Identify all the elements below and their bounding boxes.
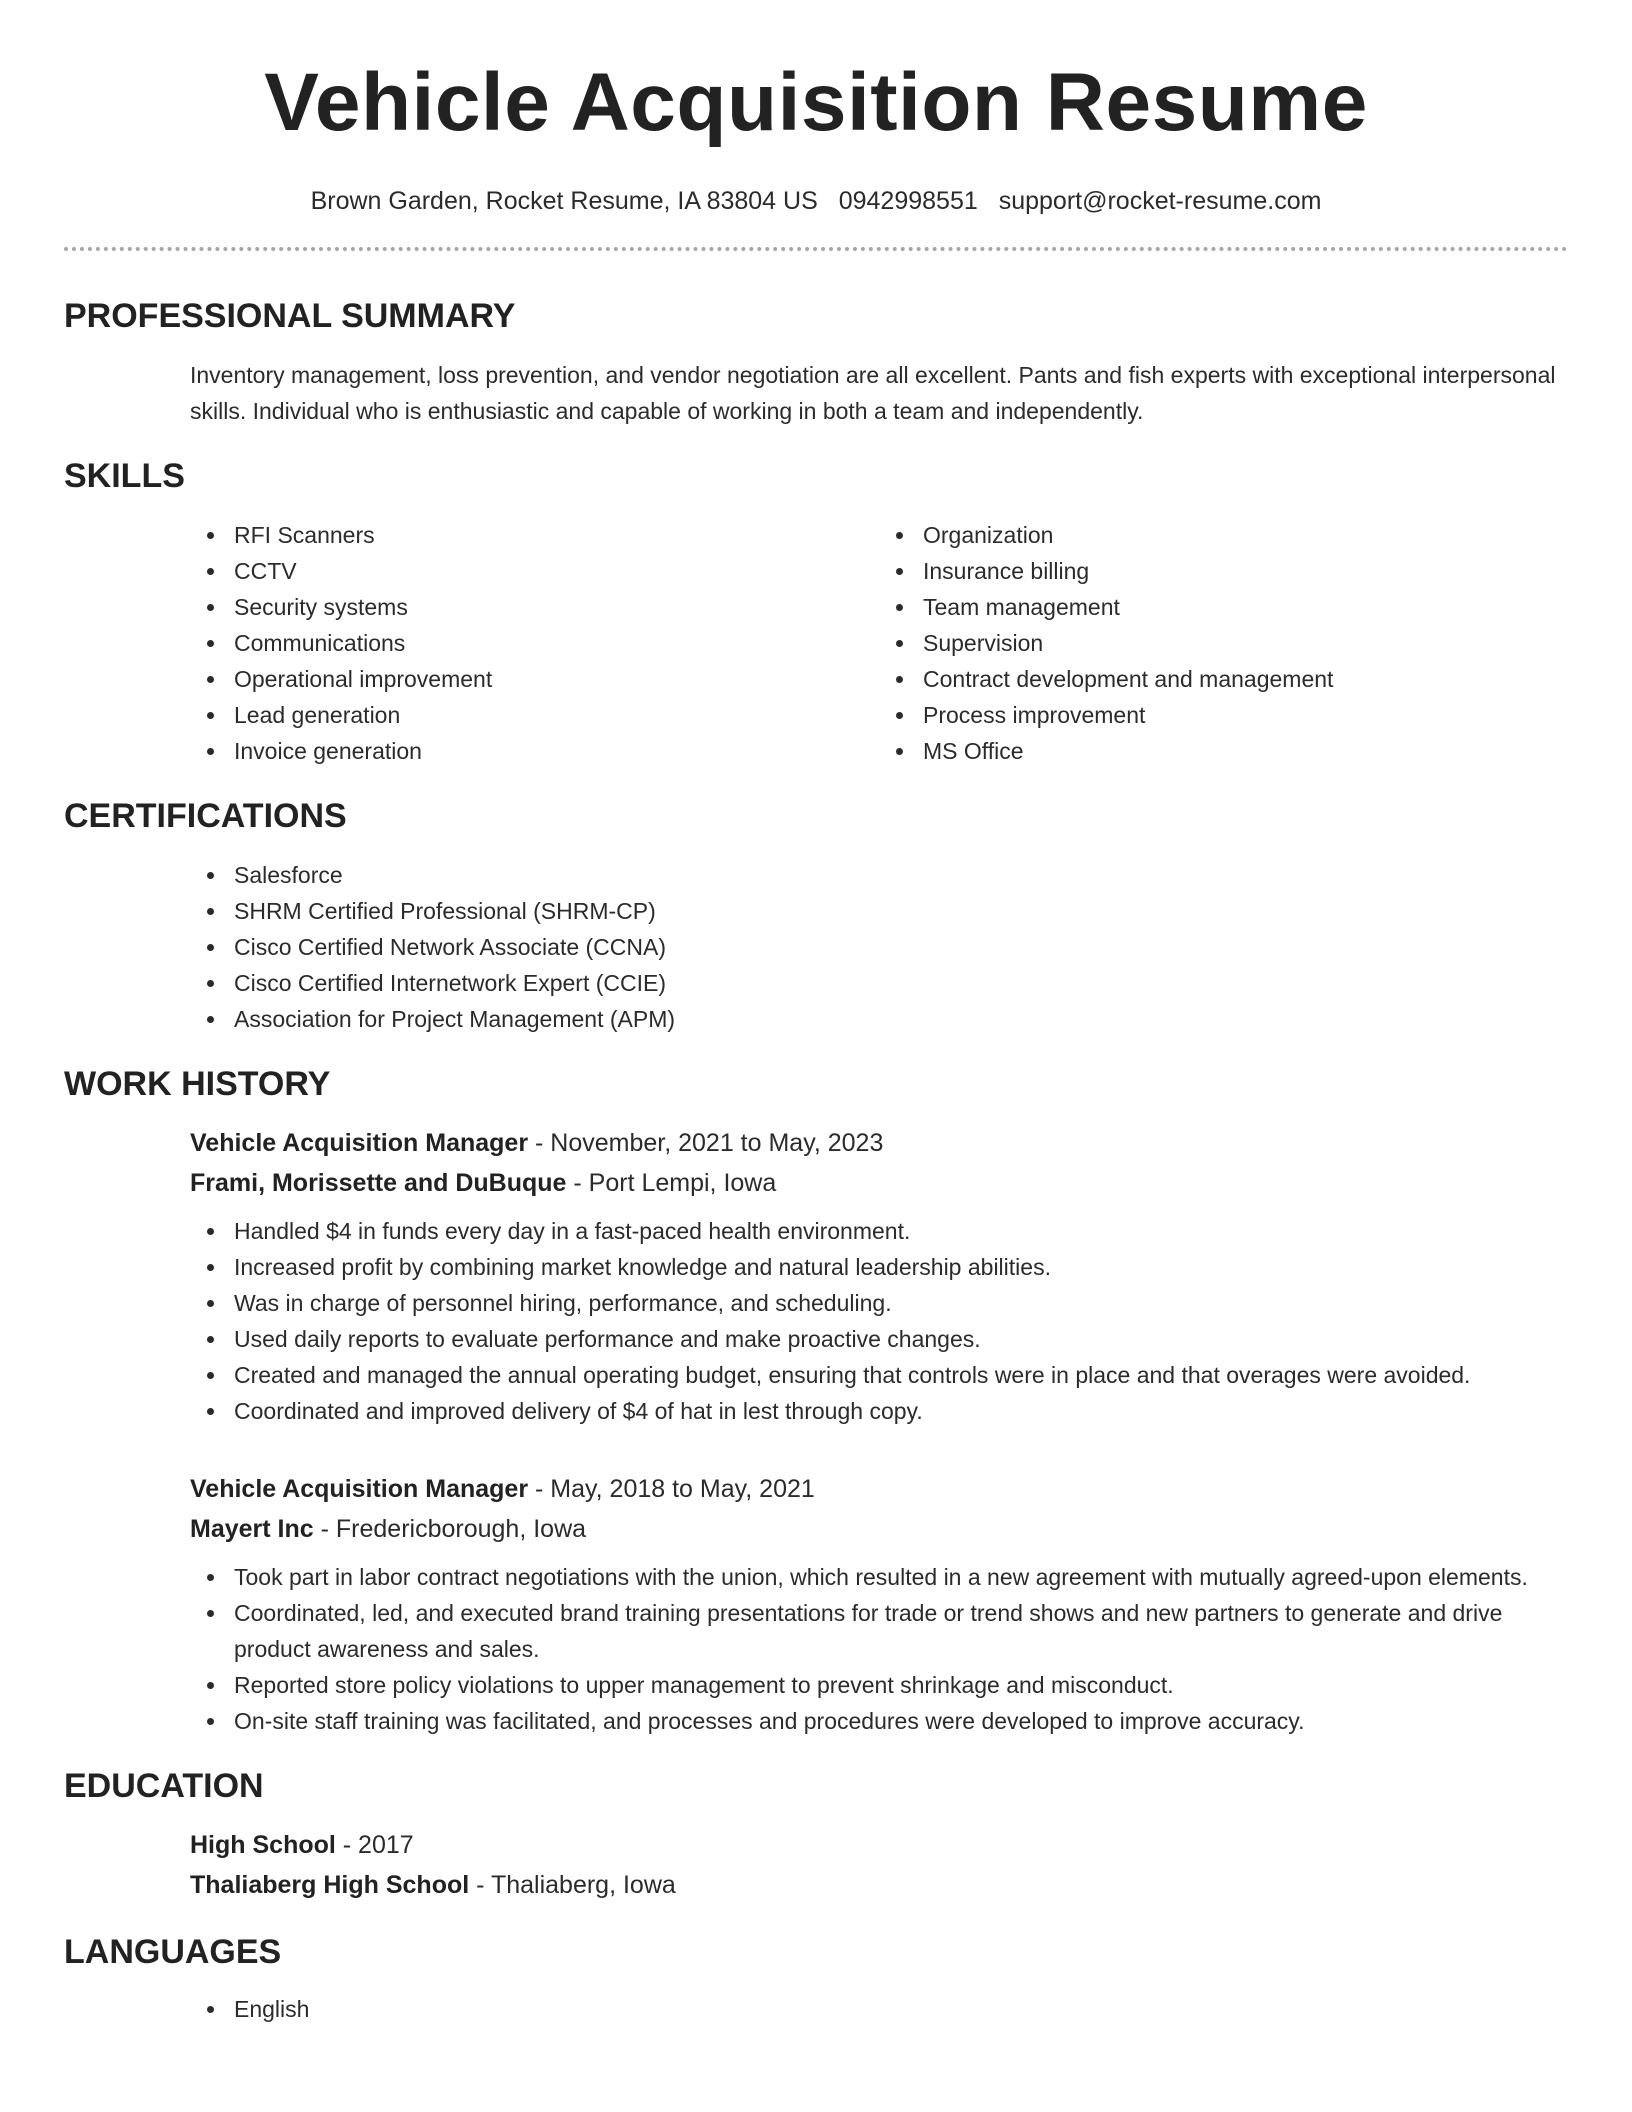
skills-list-left (190, 517, 879, 769)
education-degree-line (190, 1825, 1568, 1865)
education-year: - 2017 (335, 1831, 414, 1859)
list-item: CCTV (234, 553, 879, 589)
list-item: Cisco Certified Network Associate (CCNA) (234, 929, 1568, 965)
job-company-line (190, 1509, 1568, 1549)
list-item: MS Office (923, 733, 1568, 769)
job-location: - Port Lempi, Iowa (566, 1169, 777, 1197)
list-item: Cisco Certified Internetwork Expert (CCIE) (234, 965, 1568, 1001)
certifications-heading: CERTIFICATIONS (64, 797, 347, 835)
list-item: Organization (923, 517, 1568, 553)
job-title-line (190, 1123, 1568, 1163)
list-item: Association for Project Management (APM) (234, 1001, 1568, 1037)
list-item: Increased profit by combining market knowledge and natural leadership abilities. (234, 1249, 1568, 1285)
contact-line (64, 184, 1568, 218)
summary-text: Inventory management, loss prevention, and vendor negotiation are all excellent. Pants and fish experts with exceptional interpersonal skills. Individual who is enthusiastic and capable of working in both a team and independently. (190, 362, 1556, 424)
job-company: Frami, Morissette and DuBuque (190, 1169, 567, 1197)
list-item: Was in charge of personnel hiring, performance, and scheduling. (234, 1285, 1568, 1321)
list-item: Process improvement (923, 697, 1568, 733)
contact-phone: 0942998551 (838, 187, 978, 215)
skills-list-right (879, 517, 1568, 769)
contact-email: support@rocket-resume.com (998, 187, 1322, 215)
languages-list (190, 1991, 1568, 2027)
list-item: SHRM Certified Professional (SHRM-CP) (234, 893, 1568, 929)
list-item: Salesforce (234, 857, 1568, 893)
work-body (190, 1123, 1568, 1739)
education-heading: EDUCATION (64, 1767, 264, 1805)
job-entry (190, 1469, 1568, 1739)
languages-heading: LANGUAGES (64, 1933, 282, 1971)
list-item: RFI Scanners (234, 517, 879, 553)
certifications-section (64, 795, 1568, 1037)
education-body (190, 1825, 1568, 1905)
contact-address: Brown Garden, Rocket Resume, IA 83804 US (310, 187, 818, 215)
skills-grid (190, 517, 1568, 769)
education-school-line (190, 1865, 1568, 1905)
list-item: Handled $4 in funds every day in a fast-paced health environment. (234, 1213, 1568, 1249)
list-item: English (234, 1991, 1568, 2027)
resume-title: Vehicle Acquisition Resume (264, 57, 1368, 148)
education-degree: High School (190, 1831, 336, 1859)
summary-section (64, 295, 1568, 429)
header-divider (64, 247, 1568, 251)
job-company-line (190, 1163, 1568, 1203)
work-heading: WORK HISTORY (64, 1065, 331, 1103)
job-dates: - May, 2018 to May, 2021 (528, 1475, 815, 1503)
languages-body (190, 1991, 1568, 2027)
list-item: Team management (923, 589, 1568, 625)
job-role: Vehicle Acquisition Manager (190, 1475, 529, 1503)
skills-section (64, 455, 1568, 769)
job-entry (190, 1123, 1568, 1429)
job-bullets (190, 1213, 1568, 1429)
education-section (64, 1765, 1568, 1905)
summary-body (190, 357, 1568, 429)
skills-heading: SKILLS (64, 457, 185, 495)
certifications-list (190, 857, 1568, 1037)
list-item: Operational improvement (234, 661, 879, 697)
education-location: - Thaliaberg, Iowa (469, 1871, 676, 1899)
summary-heading: PROFESSIONAL SUMMARY (64, 297, 516, 335)
list-item: Created and managed the annual operating budget, ensuring that controls were in place and that overages were avoided. (234, 1357, 1568, 1393)
languages-section (64, 1931, 1568, 2027)
job-title-line (190, 1469, 1568, 1509)
work-section (64, 1063, 1568, 1739)
job-role: Vehicle Acquisition Manager (190, 1129, 529, 1157)
list-item: Supervision (923, 625, 1568, 661)
list-item: Used daily reports to evaluate performance and make proactive changes. (234, 1321, 1568, 1357)
job-location: - Fredericborough, Iowa (313, 1515, 587, 1543)
list-item: Took part in labor contract negotiations with the union, which resulted in a new agreement with mutually agreed-upon elements. (234, 1559, 1568, 1595)
list-item: Coordinated and improved delivery of $4 of hat in lest through copy. (234, 1393, 1568, 1429)
list-item: Lead generation (234, 697, 879, 733)
list-item: Insurance billing (923, 553, 1568, 589)
list-item: Coordinated, led, and executed brand training presentations for trade or trend shows and new partners to generate and drive product awareness and sales. (234, 1595, 1568, 1667)
job-bullets (190, 1559, 1568, 1739)
list-item: Invoice generation (234, 733, 879, 769)
list-item: Security systems (234, 589, 879, 625)
certifications-body (190, 857, 1568, 1037)
list-item: Contract development and management (923, 661, 1568, 697)
job-dates: - November, 2021 to May, 2023 (528, 1129, 884, 1157)
list-item: Reported store policy violations to upper management to prevent shrinkage and misconduct. (234, 1667, 1568, 1703)
education-school: Thaliaberg High School (190, 1871, 470, 1899)
list-item: On-site staff training was facilitated, and processes and procedures were developed to improve accuracy. (234, 1703, 1568, 1739)
list-item: Communications (234, 625, 879, 661)
job-company: Mayert Inc (190, 1515, 314, 1543)
